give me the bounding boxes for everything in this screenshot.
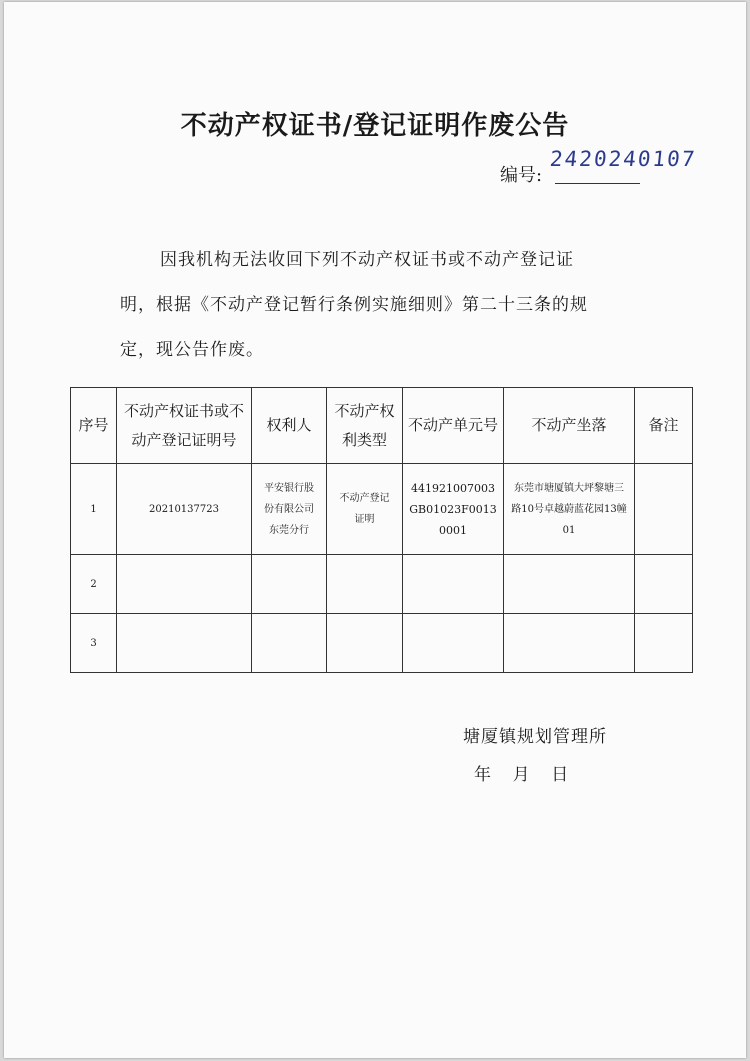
- number-value: 2420240107: [548, 147, 698, 171]
- issuing-organization: 塘厦镇规划管理所: [463, 727, 607, 747]
- header-right-type: 不动产权利类型: [327, 388, 403, 464]
- cell-seq: 1: [71, 464, 117, 555]
- number-label: 编号:: [500, 165, 543, 186]
- header-holder: 权利人: [252, 388, 327, 464]
- table-row: [71, 555, 693, 614]
- header-unit: 不动产单元号: [403, 388, 504, 464]
- header-location: 不动产坐落: [504, 388, 635, 464]
- table-header-row: [71, 388, 693, 464]
- cell-right-type: 不动产登记证明: [327, 464, 403, 555]
- cell-remark: [635, 464, 693, 555]
- cell-location: [504, 614, 635, 673]
- cell-holder: 平安银行股份有限公司东莞分行: [252, 464, 327, 555]
- header-cert: 不动产权证书或不动产登记证明号: [117, 388, 252, 464]
- paragraph-line-1: [120, 238, 680, 283]
- cell-holder: [252, 614, 327, 673]
- paragraph-line-2: 明，根据《不动产登记暂行条例实施细则》第二十三条的规: [120, 295, 588, 315]
- cell-holder: [252, 555, 327, 614]
- notice-paragraph: [120, 238, 680, 373]
- cell-unit: [403, 555, 504, 614]
- header-seq: 序号: [71, 388, 117, 464]
- table-row: [71, 464, 693, 555]
- cell-seq: 3: [71, 614, 117, 673]
- cell-cert: [117, 614, 252, 673]
- document-page: [4, 2, 746, 1058]
- cell-location: [504, 555, 635, 614]
- signature-date: 年 月 日: [474, 765, 569, 785]
- cell-right-type: [327, 614, 403, 673]
- cell-unit: 441921007003GB01023F00130001: [403, 464, 504, 555]
- cell-unit: [403, 614, 504, 673]
- cell-seq: 2: [71, 555, 117, 614]
- table-row: [71, 614, 693, 673]
- cell-right-type: [327, 555, 403, 614]
- cell-cert: 20210137723: [117, 464, 252, 555]
- paragraph-line-3: 定，现公告作废。: [120, 340, 264, 360]
- document-title: 不动产权证书/登记证明作废公告: [180, 111, 570, 141]
- cell-remark: [635, 555, 693, 614]
- cell-remark: [635, 614, 693, 673]
- voided-certificates-table: [70, 387, 693, 673]
- number-underline: [555, 183, 640, 184]
- cell-cert: [117, 555, 252, 614]
- paragraph-text-1: 因我机构无法收回下列不动产权证书或不动产登记证: [160, 250, 574, 270]
- cell-location: 东莞市塘厦镇大坪黎塘三路10号卓越蔚蓝花园13幢01: [504, 464, 635, 555]
- header-remark: 备注: [635, 388, 693, 464]
